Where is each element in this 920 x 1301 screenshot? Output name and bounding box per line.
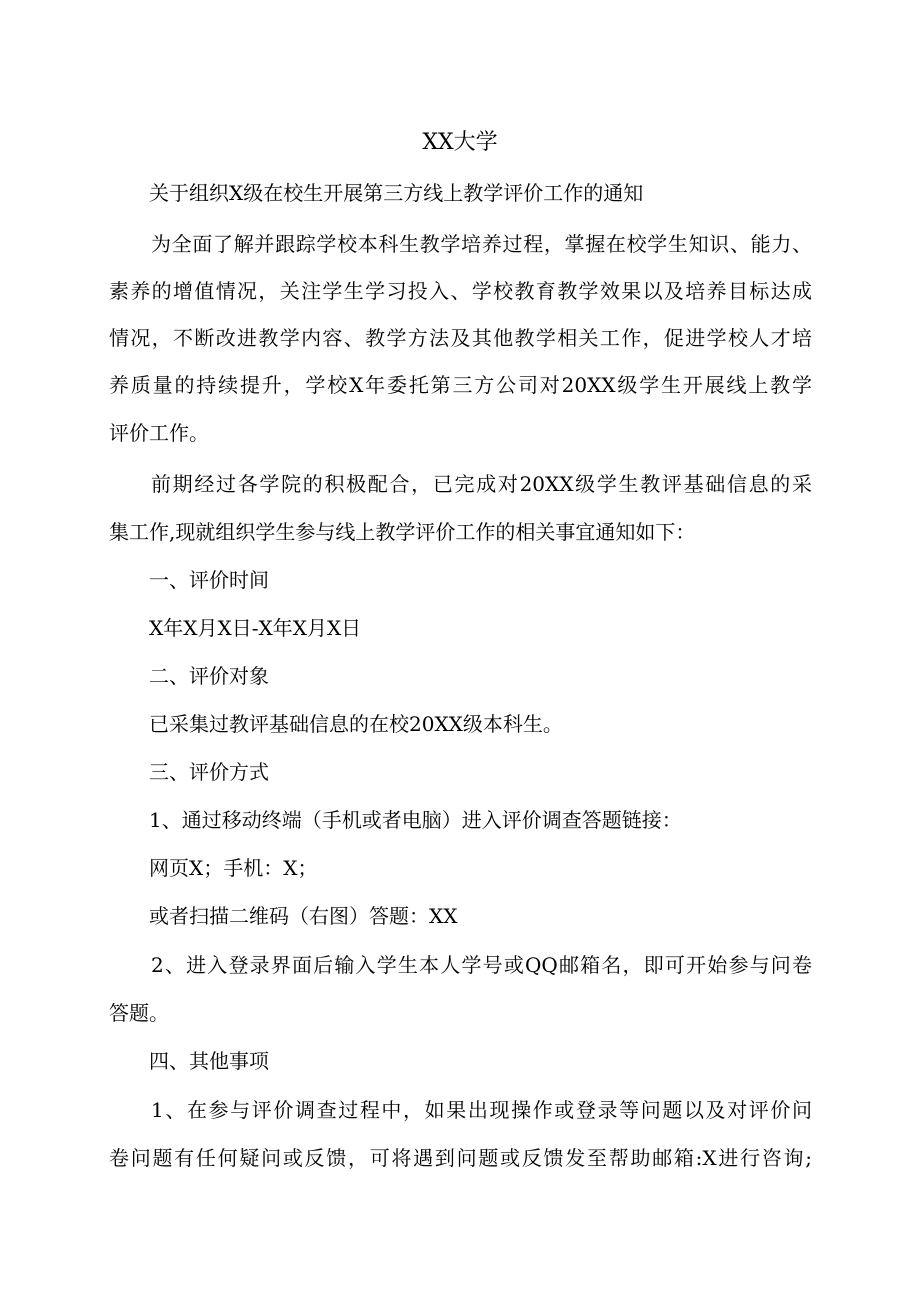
section4-item1-line-2: 卷问题有任何疑问或反馈，可将遇到问题或反馈发至帮助邮箱:X进行咨询;: [109, 1146, 812, 1170]
para1-line-4: 养质量的持续提升，学校X年委托第三方公司对20XX级学生开展线上教学: [109, 373, 812, 397]
para2-line-2: 集工作,现就组织学生参与线上教学评价工作的相关事宜通知如下：: [109, 520, 696, 544]
section3-item1: 1、通过移动终端（手机或者电脑）进入评价调查答题链接：: [149, 808, 682, 832]
para1-line-5: 评价工作。: [109, 421, 209, 445]
section3-heading: 三、评价方式: [149, 760, 269, 784]
section3-item2-line-1: 2、进入登录界面后输入学生本人学号或QQ邮箱名，即可开始参与问卷: [151, 953, 812, 977]
section3-links: 网页X；手机：X；: [149, 856, 318, 880]
section3-qr: 或者扫描二维码（右图）答题：XX: [149, 904, 458, 928]
para1-line-3: 情况，不断改进教学内容、教学方法及其他教学相关工作，促进学校人才培: [109, 326, 812, 350]
para2-line-1: 前期经过各学院的积极配合，已完成对20XX级学生教评基础信息的采: [151, 472, 812, 496]
document-subtitle: 关于组织X级在校生开展第三方线上教学评价工作的通知: [149, 181, 644, 205]
section2-text: 已采集过教评基础信息的在校20XX级本科生。: [149, 712, 563, 736]
section4-item1-line-1: 1、在参与评价调查过程中，如果出现操作或登录等问题以及对评价问: [151, 1098, 812, 1122]
section4-heading: 四、其他事项: [149, 1049, 269, 1073]
section3-item2-line-2: 答题。: [109, 1001, 169, 1025]
para1-line-1: 为全面了解并跟踪学校本科生教学培养过程，掌握在校学生知识、能力、: [151, 232, 812, 256]
section1-heading: 一、评价时间: [149, 568, 269, 592]
para1-line-2: 素养的增值情况，关注学生学习投入、学校教育教学效果以及培养目标达成: [109, 279, 812, 303]
document-title: XX大学: [422, 130, 498, 155]
section2-heading: 二、评价对象: [149, 664, 269, 688]
section1-text: X年X月X日-X年X月X日: [149, 616, 362, 640]
